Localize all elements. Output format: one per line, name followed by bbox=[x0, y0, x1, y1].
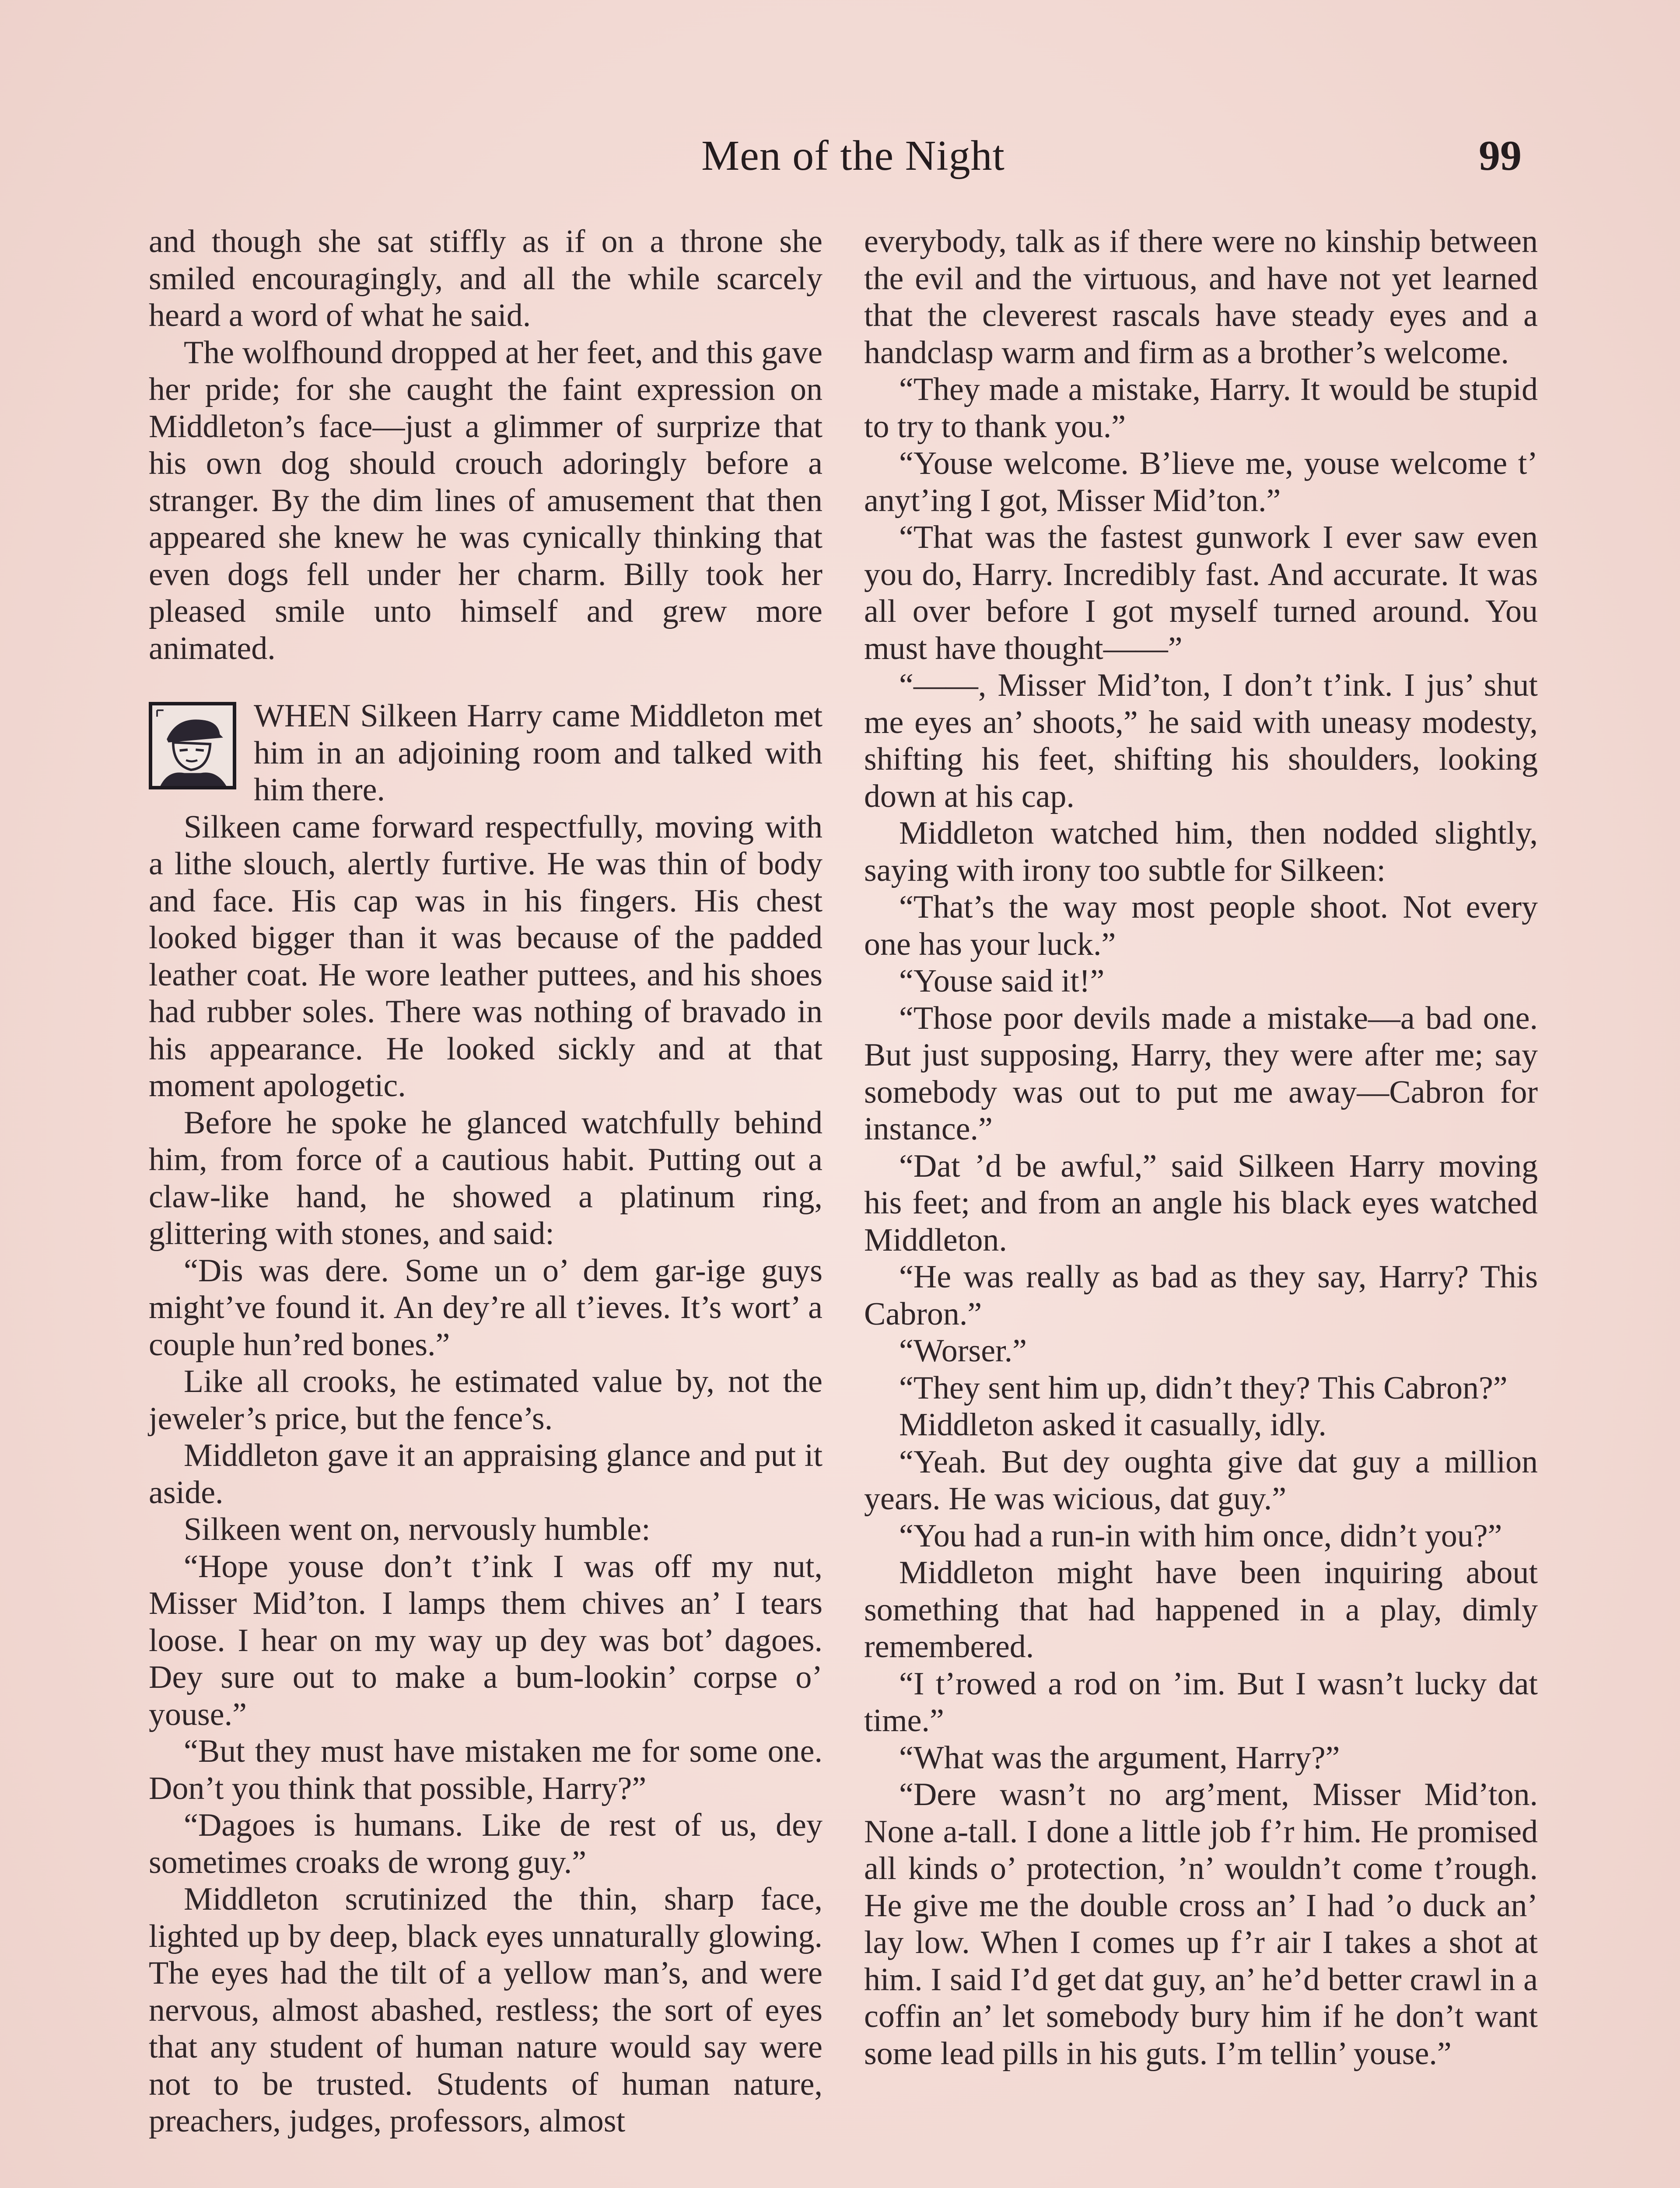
paragraph: Silkeen came forward respectfully, moving with a lithe slouch, alertly furtive. He was thin of body and face. His cap was in his fingers. His chest looked bigger than it was because of the padded leather coat. He wore leather puttees, and his shoes had rubber soles. There was nothing of bravado in his appearance. He looked sickly and at that moment apologetic. bbox=[149, 809, 822, 1104]
dialogue-paragraph: “They sent him up, didn’t they? This Cabron?” bbox=[899, 1370, 1508, 1406]
right-column bbox=[864, 223, 1538, 2072]
page-number: 99 bbox=[1479, 132, 1522, 179]
dialogue-paragraph: “But they must have mistaken me for some one. Don’t you think that possible, Harry?” bbox=[149, 1733, 822, 1806]
dialogue-paragraph: “I t’rowed a rod on ’im. But I wasn’t lucky dat time.” bbox=[864, 1666, 1538, 1739]
dialogue-paragraph: “Yeah. But dey oughta give dat guy a million years. He was wicious, dat guy.” bbox=[864, 1444, 1538, 1517]
paragraph: Like all crooks, he estimated value by, not the jeweler’s price, but the fence’s. bbox=[149, 1364, 822, 1437]
page-header bbox=[0, 131, 1680, 193]
paragraph: Middleton scrutinized the thin, sharp face, lighted up by deep, black eyes unnaturally glowing. The eyes had the tilt of a yellow man’s, and were nervous, almost abashed, restless; the sort of eyes that any student of human nature would say were not to be trusted. Students of human nature, preachers, judges, professors, almost bbox=[149, 1881, 822, 2139]
paragraph: Before he spoke he glanced watchfully behind him, from force of a cautious habit. Putting out a claw-like hand, he showed a platinum ring, glittering with stones, and said: bbox=[149, 1105, 822, 1252]
dialogue-paragraph: “——, Misser Mid’ton, I don’t t’ink. I jus’ shut me eyes an’ shoots,” he said with uneasy modesty, shifting his feet, shifting his shoulders, looking down at his cap. bbox=[864, 667, 1538, 814]
paragraph: The wolfhound dropped at her feet, and this gave her pride; for she caught the faint expression on Middleton’s face—just a glimmer of surprize that his own dog should crouch adoringly before a stranger. By the dim lines of amusement that then appeared she knew he was cynically thinking that even dogs fell under her charm. Billy took her pleased smile unto himself and grew more animated. bbox=[149, 334, 822, 666]
left-column bbox=[149, 223, 822, 2140]
dialogue-paragraph: “Those poor devils made a mistake—a bad one. But just supposing, Harry, they were after me; say somebody was out to put me away—Cabron for instance.” bbox=[864, 1000, 1538, 1147]
paragraph: Middleton gave it an appraising glance and put it aside. bbox=[149, 1438, 822, 1511]
dialogue-paragraph: “Youse said it!” bbox=[899, 963, 1105, 999]
dialogue-paragraph: “He was really as bad as they say, Harry? This Cabron.” bbox=[864, 1259, 1538, 1332]
dialogue-paragraph: “Hope youse don’t t’ink I was off my nut, Misser Mid’ton. I lamps them chives an’ I tears loose. I hear on my way up dey was bot’ dagoes. Dey sure out to make a bum-lookin’ corpse o’ youse.” bbox=[149, 1548, 822, 1732]
paragraph: Middleton watched him, then nodded slightly, saying with irony too subtle for Silkeen: bbox=[864, 815, 1538, 888]
dialogue-paragraph: “What was the argument, Harry?” bbox=[899, 1739, 1340, 1776]
dialogue-paragraph: “You had a run-in with him once, didn’t you?” bbox=[899, 1518, 1502, 1554]
dialogue-paragraph: “Dat ’d be awful,” said Silkeen Harry moving his feet; and from an angle his black eyes watched Middleton. bbox=[864, 1148, 1538, 1258]
portrait-drawing bbox=[152, 705, 233, 786]
paragraph: Silkeen went on, nervously humble: bbox=[184, 1511, 651, 1547]
dialogue-paragraph: “Dagoes is humans. Like de rest of us, dey sometimes croaks de wrong guy.” bbox=[149, 1807, 822, 1880]
section-opening bbox=[149, 698, 822, 809]
dialogue-paragraph: “Dere wasn’t no arg’ment, Misser Mid’ton. None a-tall. I done a little job f’r him. He promised all kinds o’ protection, ’n’ wouldn’t come t’rough. He give me the double cross an’ I had ’o duck an’ lay low. When I comes up f’r air I takes a shot at him. I said I’d get dat guy, an’ he’d better crawl in a coffin an’ let somebody bury him if he don’t want some lead pills in his guts. I’m tellin’ youse.” bbox=[864, 1777, 1538, 2072]
dialogue-paragraph: “That was the fastest gunwork I ever saw even you do, Harry. Incredibly fast. And accurate. It was all over before I got myself turned around. You must have thought——” bbox=[864, 519, 1538, 666]
dialogue-paragraph: “That’s the way most people shoot. Not every one has your luck.” bbox=[864, 889, 1538, 962]
paragraph: Middleton might have been inquiring about something that had happened in a play, dimly remembered. bbox=[864, 1555, 1538, 1665]
running-title: Men of the Night bbox=[701, 132, 1005, 179]
dialogue-paragraph: “Worser.” bbox=[899, 1333, 1027, 1369]
dialogue-paragraph: “Dis was dere. Some un o’ dem gar-ige guys might’ve found it. An dey’re all t’ieves. It’s wort’ a couple hun’red bones.” bbox=[149, 1252, 822, 1363]
portrait-illustration-icon bbox=[149, 702, 236, 789]
dialogue-paragraph: “Youse welcome. B’lieve me, youse welcome t’ anyt’ing I got, Misser Mid’ton.” bbox=[864, 445, 1538, 519]
dialogue-paragraph: “They made a mistake, Harry. It would be stupid to try to thank you.” bbox=[864, 372, 1538, 445]
paragraph: everybody, talk as if there were no kinship between the evil and the virtuous, and have not yet learned that the cleverest rascals have steady eyes and a handclasp warm and firm as a brother’s welcome. bbox=[864, 224, 1538, 371]
paragraph: Middleton asked it casually, idly. bbox=[899, 1407, 1326, 1443]
paragraph: and though she sat stiffly as if on a throne she smiled encouragingly, and all the while scarcely heard a word of what he said. bbox=[149, 224, 822, 333]
section-first-paragraph: WHEN Silkeen Harry came Middleton met him in an adjoining room and talked with him there. bbox=[254, 698, 822, 808]
